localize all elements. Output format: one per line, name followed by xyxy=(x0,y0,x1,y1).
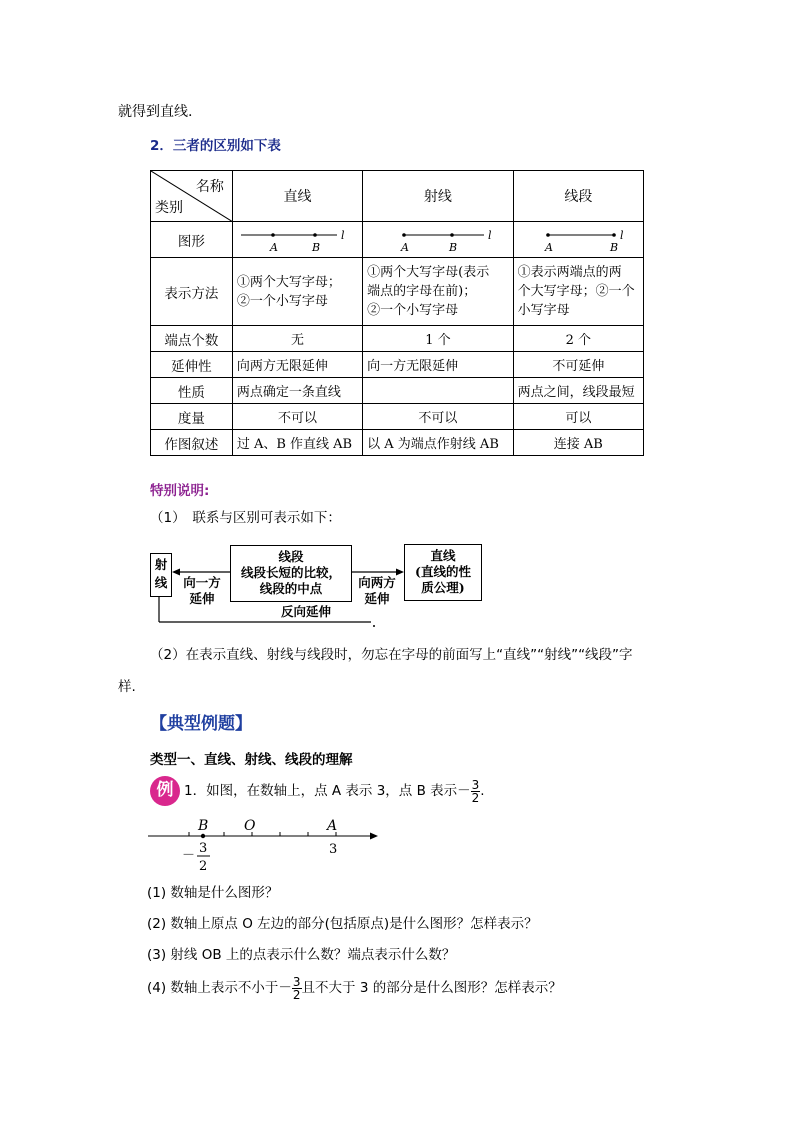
notation-ray: ①两个大写字母(表示 端点的字母在前)； ②一个小写字母 xyxy=(363,258,514,326)
property-line: 两点确定一条直线 xyxy=(232,378,362,404)
extension-segment: 不可延伸 xyxy=(513,352,643,378)
figure-ray-label-b: B xyxy=(448,240,457,254)
col-header-line: 直线 xyxy=(232,171,362,222)
property-ray xyxy=(363,378,514,404)
corner-cell xyxy=(151,171,233,222)
numberline-frac-den: 2 xyxy=(199,859,208,874)
row-label-notation: 表示方法 xyxy=(151,258,233,326)
endpoints-segment: 2 个 xyxy=(513,326,643,352)
col-header-segment: 线段 xyxy=(513,171,643,222)
examples-title: 【典型例题】 xyxy=(150,714,252,734)
bottom-label: 反向延伸 xyxy=(280,604,331,619)
question-3: (3) 射线 OB 上的点表示什么数？端点表示什么数？ xyxy=(147,947,456,963)
numberline-minus: － xyxy=(182,848,196,863)
figure-line xyxy=(232,222,362,258)
question-4: (4) 数轴上表示不小于－ $\frac{3}{2}$ 且不大于 3 的部分是什么图形？怎样表示？ xyxy=(147,974,562,1002)
figure-ray xyxy=(363,222,514,258)
endpoints-line: 无 xyxy=(232,326,362,352)
line-box: 直线 (直线的性 质公理) xyxy=(404,544,482,601)
row-label-measure: 度量 xyxy=(151,404,233,430)
right-arrow-label: 向两方 延伸 xyxy=(358,575,396,606)
numberline-label-o: O xyxy=(244,818,256,834)
intro-text: 就得到直线. xyxy=(118,104,193,120)
figure-line-label-a: A xyxy=(270,240,279,254)
measure-line: 不可以 xyxy=(232,404,362,430)
row-label-property: 性质 xyxy=(151,378,233,404)
left-arrow-label: 向一方 延伸 xyxy=(183,575,221,606)
relation-diagram xyxy=(146,540,486,630)
special-note-title: 特别说明: xyxy=(150,483,210,499)
extension-line: 向两方无限延伸 xyxy=(232,352,362,378)
numberline-value-a: 3 xyxy=(329,842,338,857)
type-1-title: 类型一、直线、射线、线段的理解 xyxy=(150,752,353,768)
question-4-fraction: $\frac{3}{2}$ xyxy=(292,974,301,1002)
segment-box: 线段 线段长短的比较， 线段的中点 xyxy=(230,545,352,602)
note-2-line-1: （2）在表示直线、射线与线段时，勿忘在字母的前面写上“直线”“射线”“线段”字 xyxy=(150,647,633,663)
fraction-3-2: $\frac{3}{2}$ xyxy=(471,777,480,805)
property-segment: 两点之间，线段最短 xyxy=(513,378,643,404)
figure-segment-label-l: l xyxy=(620,228,624,242)
example-1-text: 1．如图，在数轴上，点 A 表示 3，点 B 表示－ $\frac{3}{2}$ . xyxy=(184,777,485,805)
row-label-extension: 延伸性 xyxy=(151,352,233,378)
drawing-ray: 以 A 为端点作射线 AB xyxy=(363,430,514,456)
comparison-table xyxy=(150,170,644,456)
section-2-title: 2．三者的区别如下表 xyxy=(150,138,281,154)
example-badge: 例 xyxy=(150,776,180,806)
row-label-figure: 图形 xyxy=(151,222,233,258)
measure-ray: 不可以 xyxy=(363,404,514,430)
drawing-line: 过 A、B 作直线 AB xyxy=(232,430,362,456)
corner-name: 名称 xyxy=(195,179,224,195)
endpoints-ray: 1 个 xyxy=(363,326,514,352)
extension-ray: 向一方无限延伸 xyxy=(363,352,514,378)
numberline-frac-num: 3 xyxy=(199,841,208,856)
note-2-line-2: 样. xyxy=(118,679,136,695)
col-header-ray: 射线 xyxy=(363,171,514,222)
notation-line: ①两个大写字母； ②一个小写字母 xyxy=(232,258,362,326)
figure-segment xyxy=(513,222,643,258)
figure-ray-label-a: A xyxy=(400,240,409,254)
figure-line-label-b: B xyxy=(312,240,321,254)
numberline-label-a: A xyxy=(327,818,338,834)
notation-segment: ①表示两端点的两 个大写字母；②一个 小写字母 xyxy=(513,258,643,326)
ray-box: 射 线 xyxy=(150,553,172,597)
figure-segment-label-a: A xyxy=(545,240,554,254)
note-1: （1） 联系与区别可表示如下： xyxy=(150,510,341,526)
question-2: (2) 数轴上原点 O 左边的部分(包括原点)是什么图形？怎样表示？ xyxy=(147,916,538,932)
row-label-drawing: 作图叙述 xyxy=(151,430,233,456)
figure-ray-label-l: l xyxy=(487,228,492,242)
figure-segment-label-b: B xyxy=(610,240,619,254)
question-1: (1) 数轴是什么图形？ xyxy=(147,885,279,901)
figure-line-label-l: l xyxy=(341,228,346,242)
numberline-label-b: B xyxy=(198,818,209,834)
drawing-segment: 连接 AB xyxy=(513,430,643,456)
number-line xyxy=(140,812,390,874)
row-label-endpoints: 端点个数 xyxy=(151,326,233,352)
corner-category: 类别 xyxy=(155,200,183,216)
measure-segment: 可以 xyxy=(513,404,643,430)
